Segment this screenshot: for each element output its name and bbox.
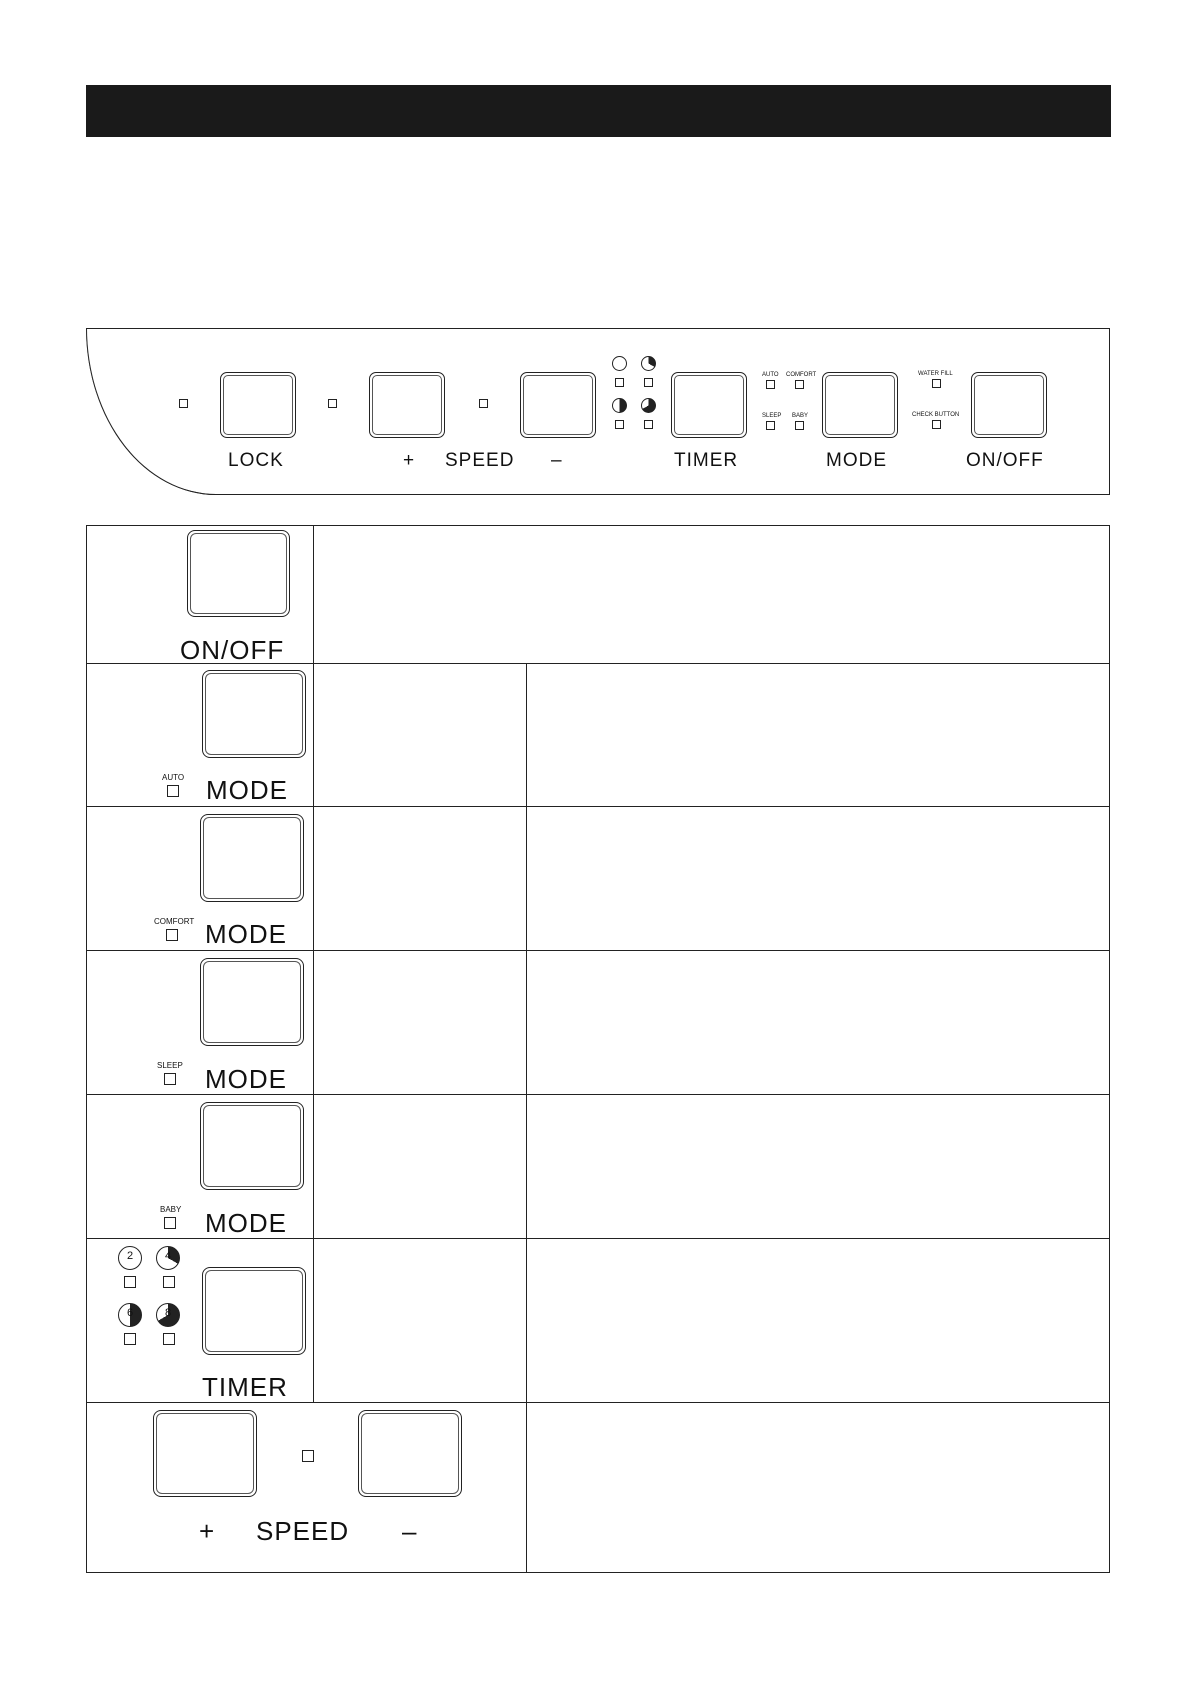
timer-8h-number: 8 (164, 1307, 172, 1319)
auto-led (167, 785, 179, 797)
timer-2h-icon (118, 1246, 142, 1270)
sleep-led-label: SLEEP (762, 413, 782, 419)
speed-minus-sign: – (551, 450, 563, 471)
column-divider (313, 525, 314, 1402)
mode-label: MODE (206, 775, 288, 805)
timer-2h-number: 2 (126, 1250, 134, 1262)
baby-led-label: BABY (160, 1205, 182, 1214)
comfort-led (166, 929, 178, 941)
lock-led (179, 399, 188, 408)
timer-button[interactable] (671, 372, 747, 438)
timer-6h-led (615, 420, 624, 429)
timer-6h-led (124, 1333, 136, 1345)
auto-led-label: AUTO (762, 372, 779, 378)
timer-4h-number: 4 (164, 1250, 172, 1262)
onoff-label: ON/OFF (966, 450, 1044, 471)
mode-button-illustration (200, 1102, 304, 1190)
row-divider (86, 1402, 1110, 1403)
timer-button-illustration (202, 1267, 306, 1355)
auto-led-label: AUTO (162, 773, 185, 782)
timer-4h-icon (641, 356, 656, 371)
comfort-led-label: COMFORT (786, 372, 817, 378)
mode-label: MODE (205, 1064, 287, 1094)
mode-button-illustration (200, 814, 304, 902)
onoff-button[interactable] (971, 372, 1047, 438)
speed-label: SPEED (256, 1516, 350, 1546)
speed-label: SPEED (445, 450, 515, 471)
speed-minus-button[interactable] (520, 372, 596, 438)
water-fill-led-label: WATER FILL (918, 371, 953, 377)
timer-6h-number: 6 (126, 1307, 134, 1319)
timer-6h-icon (118, 1303, 142, 1327)
baby-led (795, 421, 804, 430)
timer-8h-led (163, 1333, 175, 1345)
speed-plus-led (328, 399, 337, 408)
lock-button[interactable] (220, 372, 296, 438)
timer-4h-icon (156, 1246, 180, 1270)
section-header-bar (86, 85, 1111, 137)
control-panel-curve (86, 328, 226, 495)
mode-label: MODE (205, 919, 287, 949)
timer-label: TIMER (674, 450, 739, 471)
check-button-led-label: CHECK BUTTON (912, 412, 960, 418)
timer-8h-icon (156, 1303, 180, 1327)
row-divider (86, 950, 1110, 951)
mode-button-illustration (202, 670, 306, 758)
timer-2h-led (124, 1276, 136, 1288)
comfort-led-label: COMFORT (154, 917, 195, 926)
speed-minus-led (479, 399, 488, 408)
sleep-led-label: SLEEP (157, 1061, 183, 1070)
mode-button-illustration (200, 958, 304, 1046)
timer-4h-led (163, 1276, 175, 1288)
timer-2h-led (615, 378, 624, 387)
sleep-led (164, 1073, 176, 1085)
timer-2h-icon (612, 356, 627, 371)
speed-plus-sign: + (403, 450, 416, 471)
speed-minus-button-illustration (358, 1410, 462, 1497)
speed-minus-sign: – (402, 1516, 418, 1546)
mode-label: MODE (205, 1208, 287, 1238)
timer-4h-led (644, 378, 653, 387)
timer-8h-icon (641, 398, 656, 413)
timer-8h-led (644, 420, 653, 429)
row-divider (86, 806, 1110, 807)
baby-led-label: BABY (792, 413, 809, 419)
comfort-led (795, 380, 804, 389)
speed-plus-button-illustration (153, 1410, 257, 1497)
check-button-led (932, 420, 941, 429)
speed-plus-button[interactable] (369, 372, 445, 438)
onoff-button-illustration (187, 530, 290, 617)
speed-plus-sign: + (199, 1516, 216, 1546)
water-fill-led (932, 379, 941, 388)
timer-label: TIMER (202, 1372, 288, 1402)
timer-6h-icon (612, 398, 627, 413)
row-divider (86, 1238, 1110, 1239)
onoff-label: ON/OFF (180, 635, 285, 665)
sleep-led (766, 421, 775, 430)
auto-led (766, 380, 775, 389)
mode-button[interactable] (822, 372, 898, 438)
mode-label: MODE (826, 450, 887, 471)
speed-led (302, 1450, 314, 1462)
row-divider (86, 1094, 1110, 1095)
column-divider (526, 663, 527, 1573)
baby-led (164, 1217, 176, 1229)
lock-label: LOCK (228, 450, 284, 471)
